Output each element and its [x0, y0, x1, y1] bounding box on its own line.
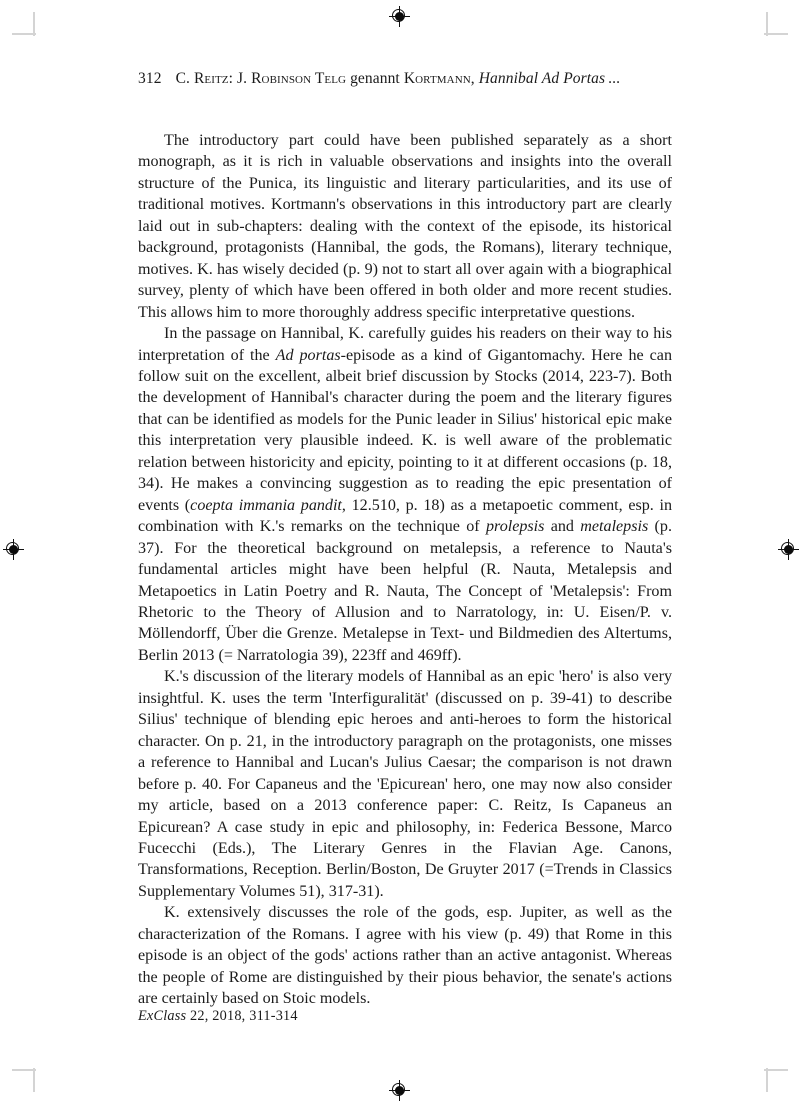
body-text [138, 130, 672, 1010]
text-run: , 12.510, p. 18) as a metapoetic comment, esp. in combination with K.'s remarks on the technique of [138, 496, 673, 536]
text-run: -episode as a kind of Gigantomachy. Here he can follow suit on the excellent, albeit brief discussion by Stocks (2014, 223-7). Both the development of Hannibal's character during the poem and the literary figures that can be identified as models for the Punic leader in Silius' historical epic make this interpretation very plausible indeed. K. is well aware of the problematic relation between historicity and epicity, pointing to it at different occasions (p. 18, 34). He makes a convincing suggestion as to reading the epic presentation of events ( [138, 346, 672, 514]
crop-mark-bottom-left-vertical [33, 1068, 35, 1092]
running-head-author: C. Reitz: [175, 70, 234, 87]
crop-mark-bottom-left-horizontal [12, 1069, 36, 1071]
running-head-reviewed-author: J. Robinson Telg [237, 70, 347, 87]
registration-mark-top [389, 6, 410, 27]
text-run: K. extensively discusses the role of the gods, esp. Jupiter, as well as the characterization of the Romans. I agree with his view (p. 49) that Rome in this episode is an object of the gods' actions rather than an active antagonist. Whereas the people of Rome are distinguished by their pious behavior, the senate's actions are certainly based on Stoic models. [138, 904, 672, 1008]
text-run: K.'s discussion of the literary models of Hannibal as an epic 'hero' is also very insightful. K. uses the term 'Interfiguralität' (discussed on p. 39-41) to describe Silius' technique of blending epic heroes and anti-heroes to form the historical character. On p. 21, in the introductory paragraph on the protagonists, one misses a reference to Hannibal and Lucan's Julius Caesar; the comparison is not drawn before p. 40. For Capaneus and the 'Epicurean' hero, one may now also consider my article, based on a 2013 conference paper: C. Reitz, Is Capaneus an Epicurean? A case study in epic and philosophy, in: Federica Bessone, Marco Fucecchi (Eds.), The Literary Genres in the Flavian Age. Canons, Transformations, Reception. Berlin/Boston, De Gruyter 2017 (=Trends in Classics Supplementary Volumes 51), 317-31). [138, 668, 672, 900]
running-head-genannt: genannt [350, 70, 400, 87]
italic-run: Ad portas [275, 346, 341, 364]
italic-run: prolepsis [485, 518, 545, 536]
crop-mark-top-right-horizontal [764, 33, 788, 35]
paragraph [138, 666, 672, 902]
registration-dot [395, 12, 404, 21]
registration-dot [395, 1086, 404, 1095]
registration-dot [9, 545, 18, 554]
running-head-ellipsis: ... [608, 70, 621, 87]
crop-mark-top-left-horizontal [12, 33, 36, 35]
italic-run: metalepsis [580, 518, 649, 536]
crop-mark-bottom-right-vertical [766, 1068, 768, 1092]
text-run: and [544, 518, 581, 536]
registration-dot [784, 545, 793, 554]
registration-mark-right [778, 539, 799, 560]
journal-citation: 22, 2018, 311-314 [186, 1008, 298, 1024]
running-head-work-title: Hannibal Ad Portas [478, 70, 606, 87]
paragraph [138, 323, 672, 666]
page-number: 312 [138, 70, 162, 87]
running-head-surname: Kortmann, [403, 70, 475, 87]
registration-mark-left [3, 539, 24, 560]
page-footer [138, 1008, 298, 1025]
text-run: The introductory part could have been published separately as a short monograph, as it is rich in valuable observations and insights into the overall structure of the Punica, its linguistic and literary particularities, and its use of traditional motives. Kortmann's observations in this introductory part are clearly laid out in sub-chapters: dealing with the context of the episode, its historical background, protagonists (Hannibal, the gods, the Romans), literary technique, motives. K. has wisely decided (p. 9) not to start all over again with a biographical survey, plenty of which have been offered in both older and more recent studies. This allows him to more thoroughly address specific interpretative questions. [138, 132, 672, 321]
running-head [138, 70, 672, 88]
journal-name: ExClass [138, 1008, 187, 1024]
italic-run: coepta immania pandit [190, 496, 342, 514]
text-run: In the passage on Hannibal, K. carefully guides his readers on their way to his interpretation of the [138, 325, 672, 364]
text-run: (p. 37). For the theoretical background on metalepsis, a reference to Nauta's fundamental articles might have been helpful (R. Nauta, Metalepsis and Metapoetics in Latin Poetry and R. Nauta, The Concept of 'Metalepsis': From Rhetoric to the Theory of Allusion and to Narratology, in: U. Eisen/P. v. Möllendorff, Über die Grenze. Metalepse in Text- und Bildmedien des Altertums, Berlin 2013 (= Narratologia 39), 223ff and 469ff). [138, 518, 672, 664]
registration-mark-bottom [389, 1080, 410, 1101]
crop-mark-bottom-right-horizontal [764, 1069, 788, 1071]
paragraph [138, 902, 672, 1009]
paragraph [138, 130, 672, 323]
